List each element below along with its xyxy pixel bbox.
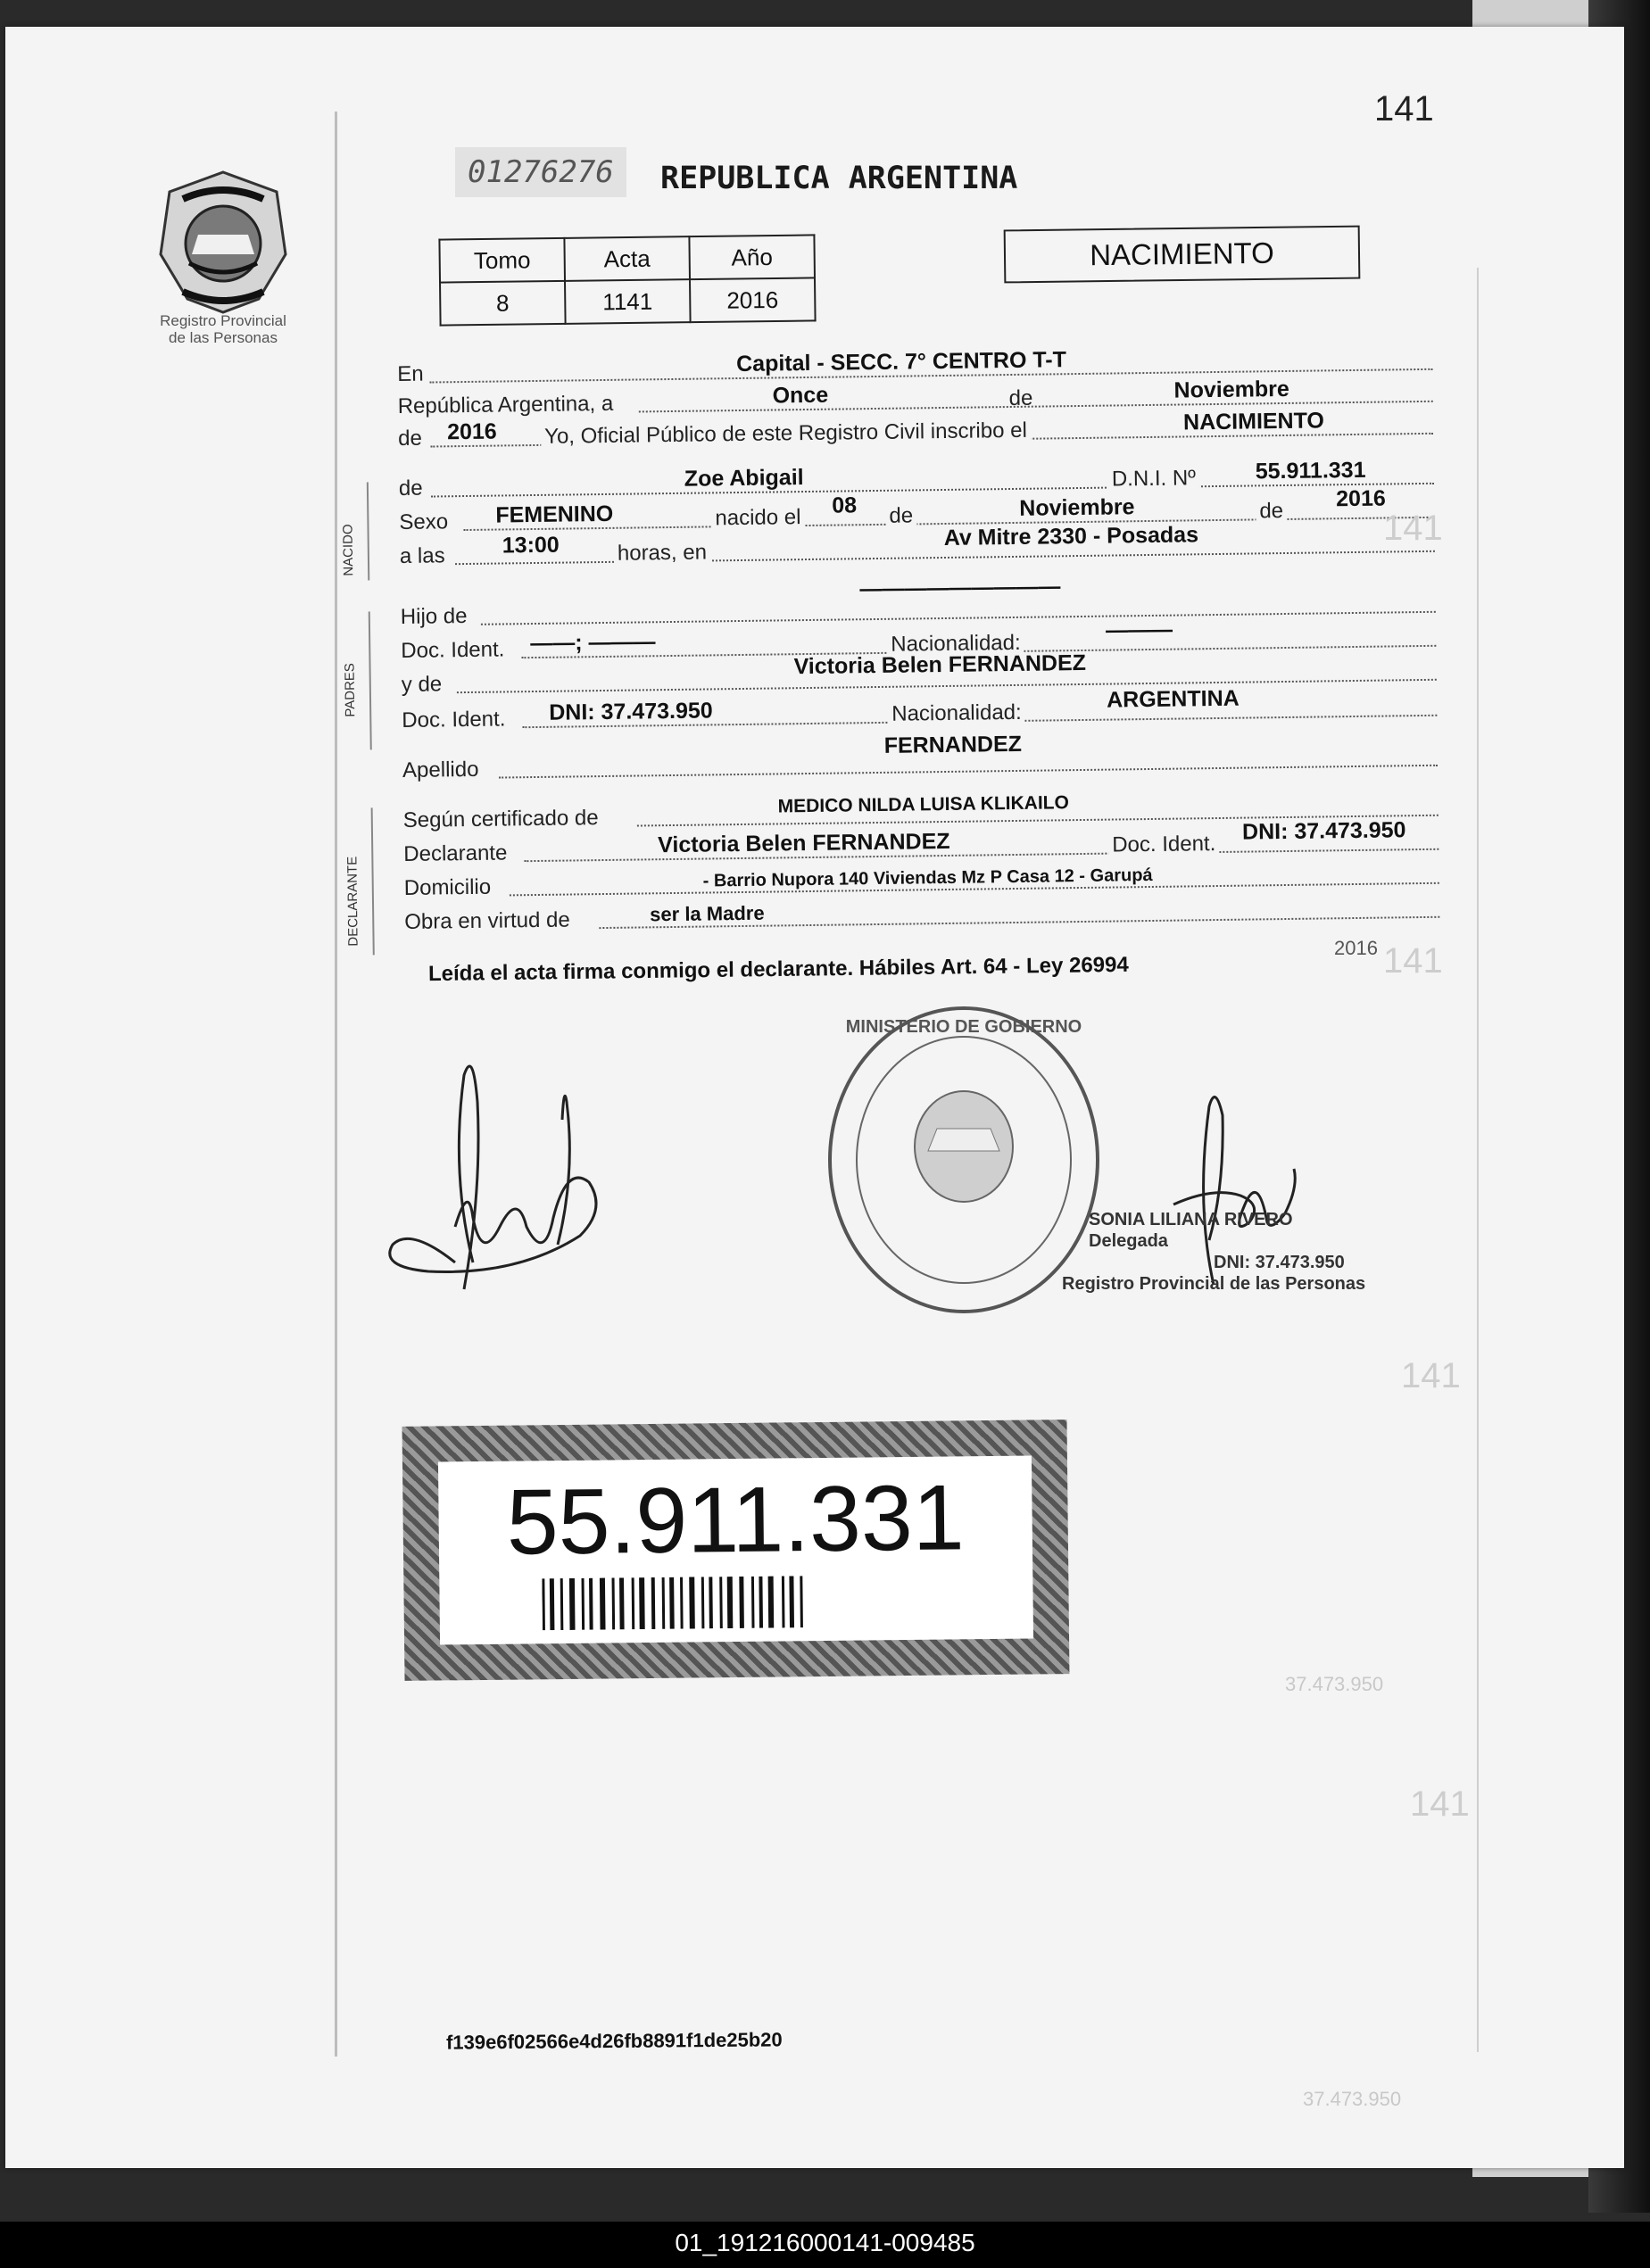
side-label-nacido: NACIDO: [340, 524, 357, 576]
logo-caption-line2: de las Personas: [169, 329, 278, 346]
value-birth-year: 2016: [1335, 485, 1386, 512]
value-place: Capital - SECC. 7° CENTRO T-T: [735, 347, 1067, 377]
barcode-number: 55.911.331: [506, 1466, 966, 1575]
value-anio: 2016: [690, 277, 816, 322]
ghost-page-number-2: 141: [1383, 941, 1443, 981]
official-dni: DNI: 37.473.950: [1214, 1253, 1345, 1272]
value-acta: 1141: [565, 279, 691, 324]
value-birth-day: 08: [832, 493, 858, 518]
label-nacido: nacido el: [711, 505, 804, 531]
country-title: REPUBLICA ARGENTINA: [660, 161, 1018, 196]
value-dni: 55.911.331: [1255, 457, 1366, 484]
ghost-page-number-1: 141: [1383, 509, 1443, 548]
ghost-page-number-3: 141: [1401, 1356, 1461, 1395]
value-record-inscribed: NACIMIENTO: [1182, 408, 1325, 435]
value-surname: FERNANDEZ: [883, 731, 1023, 758]
value-mother-name: Victoria Belen FERNANDEZ: [793, 650, 1087, 680]
label-nac1: Nacionalidad:: [887, 631, 1024, 658]
serial-number: 01276276: [455, 147, 626, 197]
label-hijo: Hijo de: [400, 603, 468, 629]
label-doc1: Doc. Ident.: [401, 637, 505, 663]
label-alas: a las: [399, 543, 445, 568]
logo-caption: [143, 312, 303, 346]
value-certificate-by: MEDICO NILDA LUISA KLIKAILO: [777, 792, 1070, 817]
value-sexo: FEMENINO: [495, 501, 614, 528]
document-hash: f139e6f02566e4d26fb8891f1de25b20: [445, 2028, 783, 2054]
header-acta: Acta: [564, 236, 690, 281]
ghost-page-number-4: 141: [1410, 1784, 1470, 1824]
row-apellido: [402, 731, 1438, 785]
value-year: 2016: [446, 418, 497, 445]
side-label-declarante: DECLARANTE: [344, 856, 361, 947]
label-de3: de: [398, 476, 423, 501]
ghost-dni-2: 37.473.950: [1303, 2088, 1402, 2110]
header-anio: Año: [689, 235, 815, 279]
label-nac2: Nacionalidad:: [888, 700, 1025, 727]
value-month-text: Noviembre: [1173, 376, 1289, 403]
value-address: - Barrio Nupora 140 Viviendas Mz P Casa 12 - Garupá: [702, 865, 1153, 891]
barcode-label: [438, 1456, 1033, 1645]
barcode-bars: [542, 1575, 935, 1631]
header-tomo: Tomo: [439, 238, 565, 283]
stamp-text: MINISTERIO DE GOBIERNO: [845, 1017, 1082, 1037]
register-table-value-row: [440, 277, 816, 325]
officer-statement: Yo, Oficial Público de este Registro Civil inscribo el: [541, 418, 1031, 450]
label-dni: D.N.I. Nº: [1108, 466, 1199, 492]
official-name: SONIA LILIANA RIVERO: [1089, 1210, 1293, 1229]
label-domicilio: Domicilio: [403, 874, 492, 900]
label-doc3: Doc. Ident.: [1108, 832, 1219, 858]
logo-caption-line1: Registro Provincial: [160, 312, 286, 329]
value-declarant: Victoria Belen FERNANDEZ: [658, 828, 950, 858]
closing-note: Leída el acta firma conmigo el declarante. Hábiles Art. 64 - Ley 26994: [427, 952, 1129, 987]
value-name: Zoe Abigail: [684, 465, 804, 492]
value-capacity: ser la Madre: [650, 901, 765, 926]
register-table: [438, 234, 816, 326]
official-title: Delegada: [1089, 1231, 1168, 1251]
label-yde: y de: [401, 672, 443, 697]
label-horas: horas, en: [614, 540, 710, 566]
label-de2: de: [398, 426, 423, 451]
label-doc2: Doc. Ident.: [402, 707, 506, 733]
label-obra: Obra en virtud de: [404, 907, 570, 934]
record-type-box: NACIMIENTO: [1004, 226, 1361, 284]
label-republica: República Argentina, a: [397, 391, 614, 418]
declarant-signature: [375, 1048, 616, 1307]
value-mother-nationality: ARGENTINA: [1106, 685, 1240, 713]
value-birth-place: Av Mitre 2330 - Posadas: [943, 522, 1199, 550]
page-number: 141: [1374, 89, 1434, 128]
birth-record-form: [340, 344, 1440, 999]
side-label-padres: PADRES: [342, 663, 359, 717]
label-en: En: [397, 361, 424, 386]
value-birth-time: 13:00: [502, 532, 560, 559]
register-table-header-row: [439, 235, 815, 282]
left-margin-rule: [335, 112, 337, 2057]
label-segun: Según certificado de: [402, 806, 599, 832]
file-label: 01_191216000141-009485: [675, 2229, 975, 2256]
value-declarant-doc: DNI: 37.473.950: [1241, 817, 1406, 845]
label-apellido: Apellido: [402, 757, 479, 782]
label-de5: de: [1256, 499, 1287, 524]
label-sexo: Sexo: [399, 509, 449, 534]
official-block: [1062, 1209, 1366, 1295]
label-declarante: Declarante: [403, 840, 508, 866]
barcode-sticker: [402, 1420, 1070, 1681]
closing-year: 2016: [1334, 937, 1378, 959]
official-registry: Registro Provincial de las Personas: [1062, 1274, 1366, 1294]
value-tomo: 8: [440, 281, 566, 326]
ghost-dni-1: 37.473.950: [1285, 1673, 1384, 1695]
label-de4: de: [885, 503, 916, 528]
value-day-text: Once: [772, 382, 829, 409]
right-margin-rule: [1477, 268, 1479, 2052]
value-father-doc: ——; ———: [530, 629, 656, 657]
value-father-name: —————————: [859, 574, 1061, 602]
value-birth-month: Noviembre: [1019, 494, 1135, 521]
value-mother-doc: DNI: 37.473.950: [549, 698, 713, 725]
label-de: de: [1008, 385, 1033, 411]
value-father-nationality: ———: [1105, 617, 1173, 643]
